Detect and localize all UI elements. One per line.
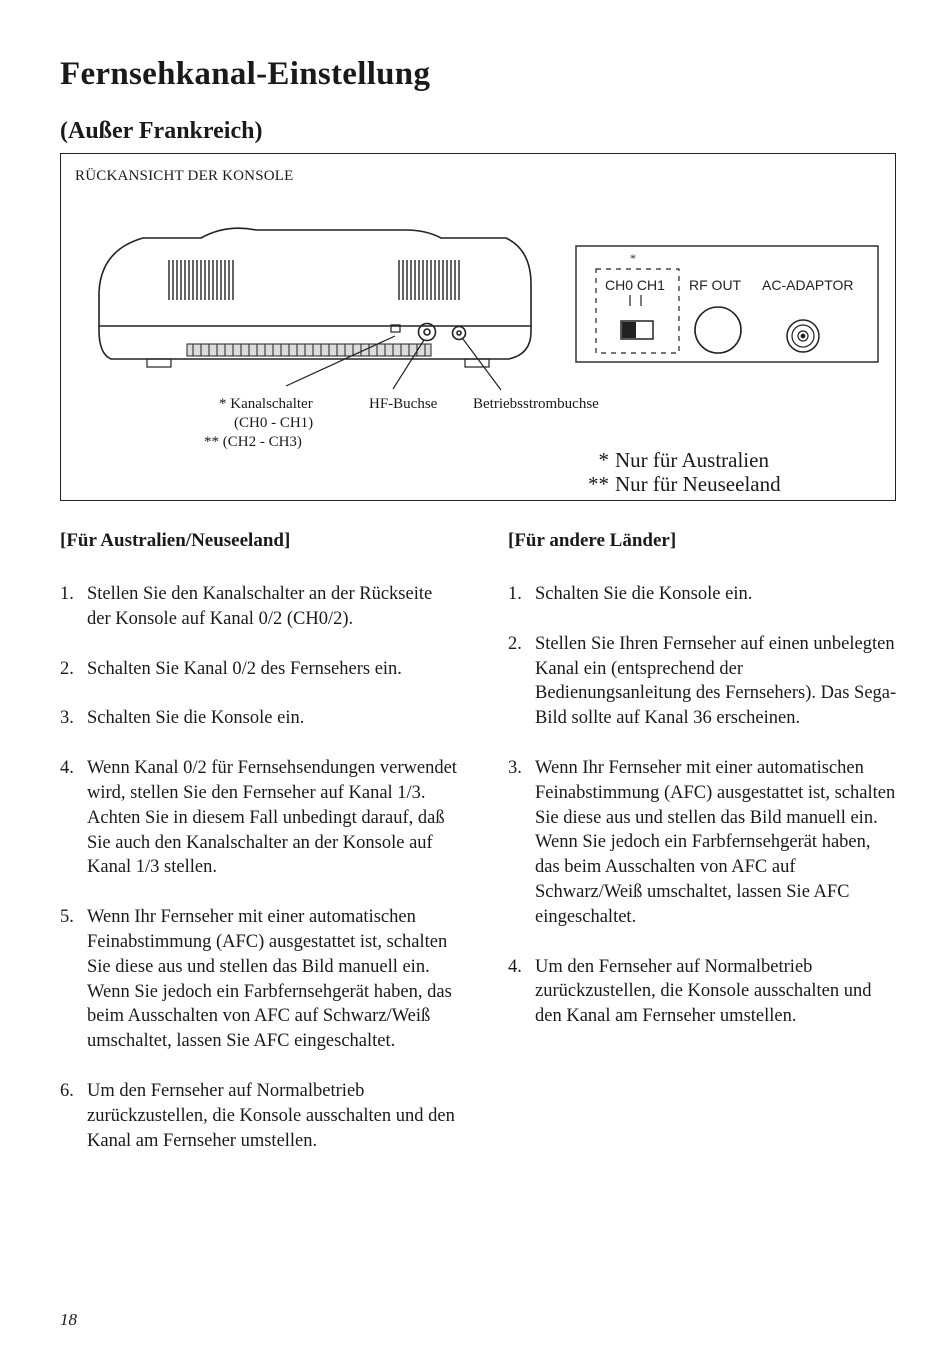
power-jack-graphic [453,327,466,340]
footnote-mark: ** [588,472,609,496]
australia-new-zealand-column [60,530,460,1178]
console-foot-left [147,359,171,367]
section-heading-australia-new-zealand: [Für Australien/Neuseeland] [60,530,291,551]
step-text: Wenn Ihr Fernseher mit einer automatischen Feinabstimmung (AFC) ausgestattet ist, schalten Sie diese aus und stellen das Bild manuell ein. Wenn Sie jedoch ein Farbfernsehgerät haben, das beim Ausschalten von AFC auf Schwarz/Weiß umschaltet, lassen Sie AFC eingeschaltet. [535,757,896,927]
step-item [508,632,898,731]
footnote-text: Nur für Australien [615,448,769,472]
step-number: 6. [60,1080,74,1101]
step-number: 4. [60,758,74,779]
steps-list [60,582,460,1153]
callout-channel-switch-line-1: * Kanalschalter [219,396,313,412]
callout-channel-switch-line-2: (CH0 - CH1) [234,415,314,431]
steps-list [508,582,898,1029]
step-item [60,582,460,632]
console-rear-view-figure [60,153,896,501]
step-item [60,1079,460,1153]
step-text: Wenn Kanal 0/2 für Fernsehsendungen verwendet wird, stellen Sie den Fernseher auf Kanal 1/3. Achten Sie in diesem Fall unbedingt darauf, daß Sie auch den Kanalschalter an der Konsole auf Kanal 1/3 stellen. [87,758,457,878]
panel-asterisk: * [630,251,636,265]
left-vent-grille [169,260,233,300]
console-body-outline [99,228,531,359]
section-heading-other-countries: [Für andere Länder] [508,530,677,551]
step-item [508,756,898,930]
step-text: Wenn Ihr Fernseher mit einer automatischen Feinabstimmung (AFC) ausgestattet ist, schalten Sie diese aus und stellen das Bild manuell ein. Wenn Sie jedoch ein Farbfernsehgerät haben, das beim Ausschalten von AFC auf Schwarz/Weiß umschaltet, lassen Sie AFC eingeschaltet. [87,907,452,1052]
panel-label-rf-out: RF OUT [689,277,742,293]
step-text: Schalten Sie die Konsole ein. [535,584,753,604]
step-item [508,955,898,1029]
step-number: 2. [508,633,522,654]
leader-power-jack [463,339,501,390]
connector-detail-panel [576,246,878,362]
figure-footnotes [581,448,781,496]
step-text: Schalten Sie Kanal 0/2 des Fernsehers ein. [87,658,402,679]
step-number: 4. [508,956,522,977]
page-number: 18 [60,1310,77,1329]
step-item [508,582,898,607]
rf-out-connector [695,307,741,353]
footnote-mark: * [598,448,609,472]
figure-caption: RÜCKANSICHT DER KONSOLE [75,168,294,184]
step-text: Stellen Sie Ihren Fernseher auf einen unbelegten Kanal ein (entsprechend der Bedienungsanleitung des Fernsehers). Das Sega-Bild sollte auf Kanal 36 erscheinen. [535,633,897,729]
step-number: 5. [60,907,74,928]
callout-channel-switch [204,395,314,452]
callout-power-jack: Betriebsstrombuchse [473,396,599,412]
step-number: 3. [508,757,522,778]
step-item [60,657,460,682]
panel-label-ac-adaptor: AC-ADAPTOR [762,277,854,293]
console-foot-right [465,359,489,367]
step-item [60,905,460,1054]
step-text: Um den Fernseher auf Normalbetrieb zurückzustellen, die Konsole ausschalten und den Kanal am Fernseher umstellen. [535,956,872,1027]
step-number: 2. [60,658,74,679]
right-vent-grille [399,260,459,300]
step-text: Stellen Sie den Kanalschalter an der Rückseite der Konsole auf Kanal 0/2 (CH0/2). [87,584,433,629]
expansion-slot [187,344,431,356]
panel-label-channels: CH0 CH1 [605,277,665,293]
step-number: 1. [508,584,522,604]
footnote-text: Nur für Neuseeland [615,472,781,496]
other-countries-column [508,530,898,1054]
page-title: Fernsehkanal-Einstellung [60,56,431,92]
step-text: Um den Fernseher auf Normalbetrieb zurückzustellen, die Konsole ausschalten und den Kanal am Fernseher umstellen. [87,1080,455,1151]
page-subtitle: (Außer Frankreich) [60,118,263,144]
footnote-australia [581,448,781,472]
step-number: 3. [60,708,74,729]
step-text: Schalten Sie die Konsole ein. [87,708,305,729]
step-item [60,706,460,731]
callout-channel-switch-line-3: ** (CH2 - CH3) [204,434,302,450]
step-item [60,756,460,880]
callout-rf-jack: HF-Buchse [369,396,438,412]
step-number: 1. [60,584,74,604]
footnote-new-zealand [581,472,781,496]
